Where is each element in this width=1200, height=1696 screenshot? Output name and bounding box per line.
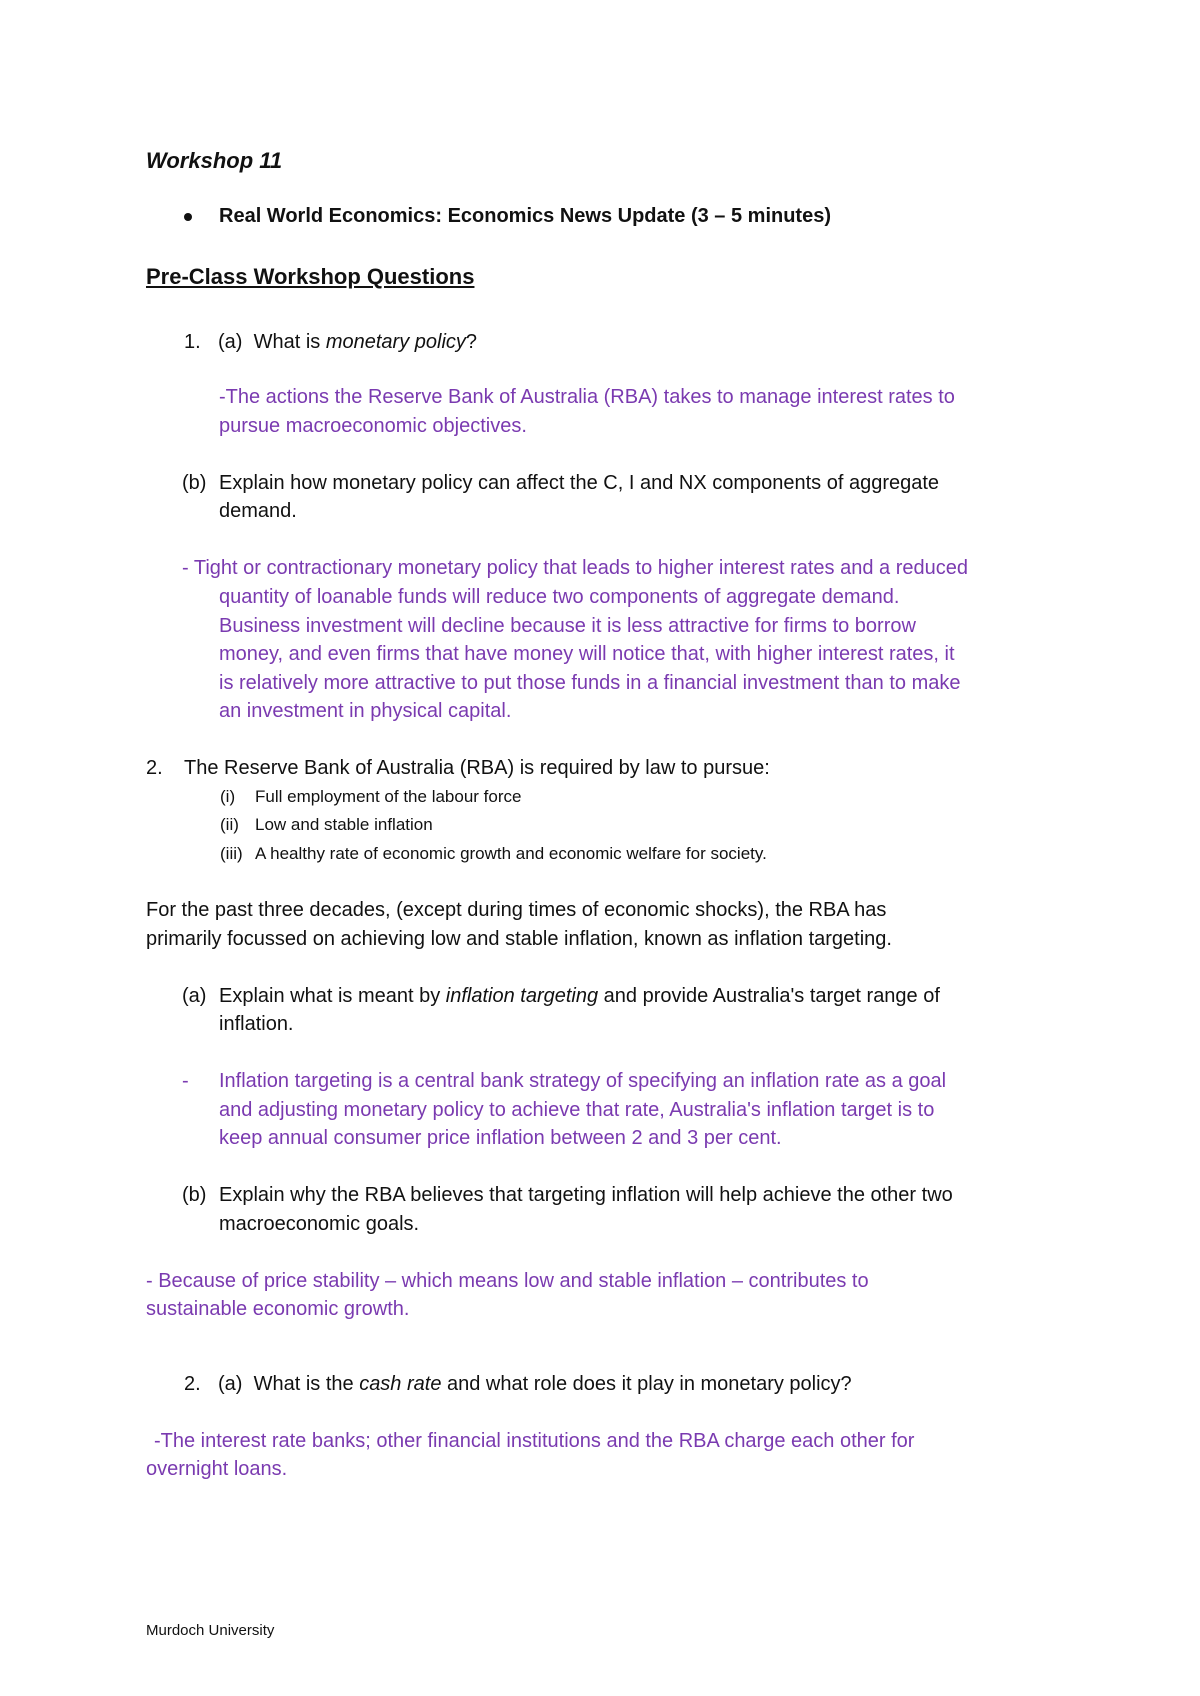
section-heading: Pre-Class Workshop Questions [146,264,475,289]
q2-item-text: A healthy rate of economic growth and economic welfare for society. [255,844,767,863]
q1a-text-post: ? [465,331,478,353]
q2-intro: The Reserve Bank of Australia (RBA) is required by law to pursue: [184,757,770,779]
q2-item-text: Full employment of the labour force [255,787,522,806]
page-title: Workshop 11 [146,148,283,173]
q2a-question-line-1 [219,982,1064,1011]
q2-item-label: (ii) [220,815,239,834]
q2b-label: (b) [182,1184,207,1206]
q3-number: 2. [184,1373,201,1395]
q3a-answer-line-1 [146,1427,1064,1456]
q2b-question-line-2: macroeconomic goals. [219,1213,420,1235]
q1b-answer-line-6: an investment in physical capital. [219,700,512,722]
bullet-icon [184,213,192,221]
q2b-question-line-1: Explain why the RBA believes that targeting inflation will help achieve the other two [219,1184,953,1206]
q1a-answer-line-1: -The actions the Reserve Bank of Australia (RBA) takes to manage interest rates to [219,386,955,408]
q2a-answer-line-3: keep annual consumer price inflation between 2 and 3 per cent. [219,1127,782,1149]
q2-paragraph-line-1: For the past three decades, (except during times of economic shocks), the RBA has [146,899,887,921]
q1b-question-line-1: Explain how monetary policy can affect the C, I and NX components of aggregate [219,472,940,494]
q1b-label: (b) [182,472,207,494]
q1b-question-line-2: demand. [219,500,297,522]
q2a-answer-line-1: Inflation targeting is a central bank strategy of specifying an inflation rate as a goal [219,1070,947,1092]
q1a-question [218,328,477,357]
q2a-answer-dash: - [182,1070,189,1092]
q3a-label: (a) [218,1373,243,1395]
q1a-answer-line-2: pursue macroeconomic objectives. [219,415,527,437]
q2a-text-post: and provide Australia's target range of [598,985,940,1007]
q2-item-label: (i) [220,787,236,806]
q2-item-label: (iii) [220,844,243,863]
bullet-item-news-update: Real World Economics: Economics News Update (3 – 5 minutes) [219,205,832,227]
q2a-answer-line-2: and adjusting monetary policy to achieve that rate, Australia's inflation target is to [219,1099,935,1121]
q2a-text-pre: Explain what is meant by [219,985,446,1007]
q3a-question [218,1370,852,1399]
q2a-label: (a) [182,985,207,1007]
q1b-answer-line-2: quantity of loanable funds will reduce two components of aggregate demand. [219,586,900,608]
page-footer: Murdoch University [146,1622,275,1639]
q2-number: 2. [146,757,163,779]
q2-paragraph-line-2: primarily focussed on achieving low and stable inflation, known as inflation targeting. [146,928,892,950]
q1a-text-italic: monetary policy [325,331,466,353]
q3a-text-pre: What is the [253,1373,360,1395]
q1b-answer-line-5: is relatively more attractive to put those funds in a financial investment than to make [219,672,961,694]
q1-number: 1. [184,331,201,353]
q2-item-text: Low and stable inflation [255,815,433,834]
q3a-text-italic: cash rate [359,1373,442,1395]
q2b-answer-line-2: sustainable economic growth. [146,1298,410,1320]
q3a-text-post: and what role does it play in monetary policy? [441,1373,852,1395]
q2b-answer-line-1: - Because of price stability – which means low and stable inflation – contributes to [146,1270,869,1292]
q1a-label: (a) [218,331,243,353]
q3a-answer-line-2: overnight loans. [146,1458,288,1480]
q2a-text-italic: inflation targeting [445,985,599,1007]
q3a-answer-line-1-text: -The interest rate banks; other financial institutions and the RBA charge each other for [154,1430,915,1452]
q1b-answer-line-4: money, and even firms that have money will notice that, with higher interest rates, it [219,643,955,665]
q1b-answer-line-1: - Tight or contractionary monetary policy that leads to higher interest rates and a reduced [182,557,968,579]
q1a-text-pre: What is [253,331,326,353]
q1b-answer-line-3: Business investment will decline because it is less attractive for firms to borrow [219,615,916,637]
q2a-question-line-2: inflation. [219,1013,294,1035]
